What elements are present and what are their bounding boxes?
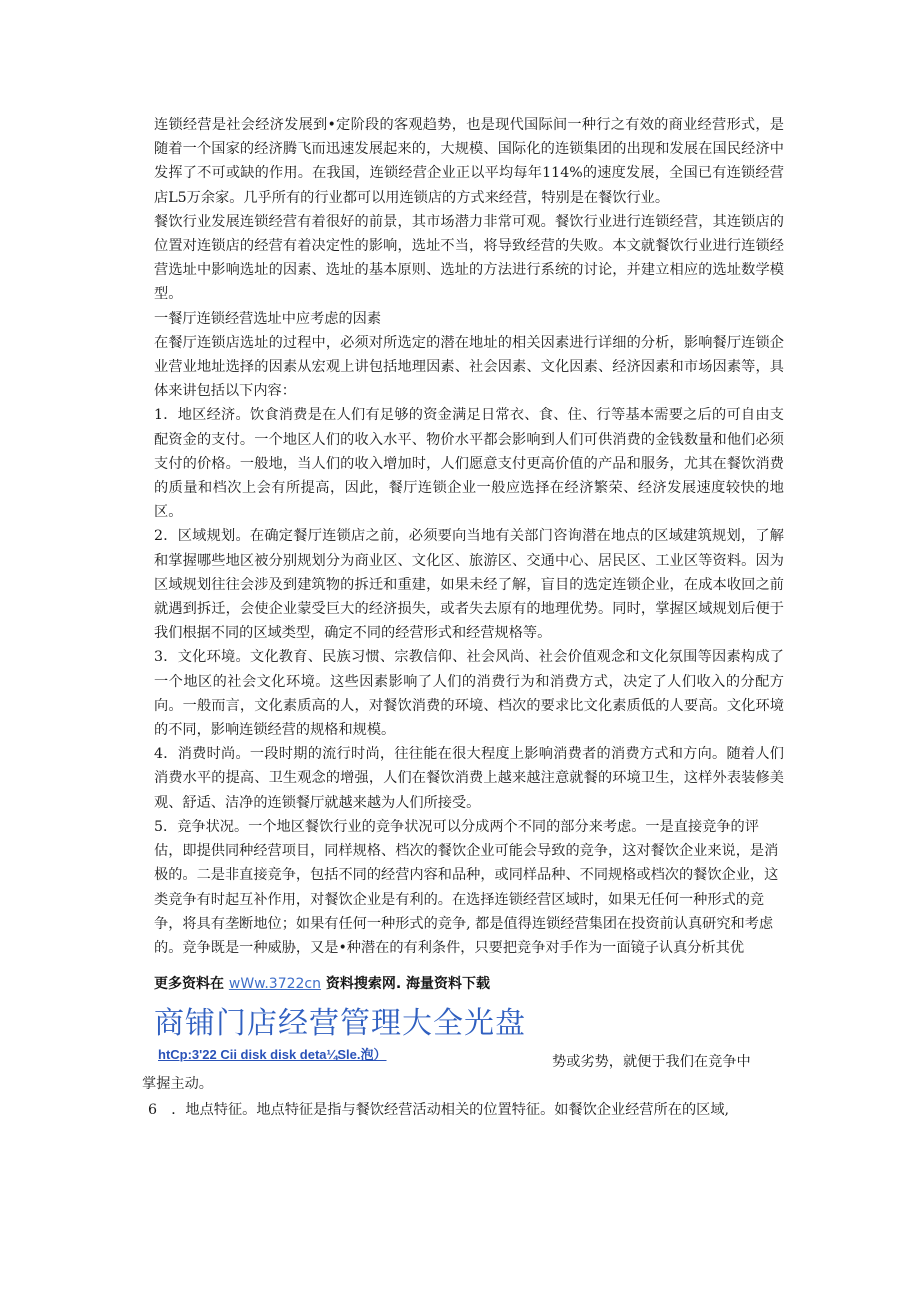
factor-3-paragraph: 3．文化环境。文化教育、民族习惯、宗教信仰、社会风尚、社会价值观念和文化氛围等因素构成了一个地区的社会文化环境。这些因素影响了人们的消费行为和消费方式，决定了人们收入的分配方向。一般而言，文化素质高的人，对餐饮消费的环境、档次的要求比文化素质低的人要高。文化环境的不同，影响连锁经营的规格和规模。 <box>154 649 784 739</box>
more-suffix: 资料搜索网. 海量资料下载 <box>325 976 491 993</box>
factors-intro-paragraph: 在餐厅连锁店选址的过程中，必须对所选定的潜在地址的相关因素进行详细的分析，影响餐厅连锁企业营业地址选择的因素从宏观上讲包括地理因素、社会因素、文化因素、经济因素和市场因素等，具体来讲包括以下内容： <box>154 334 784 400</box>
continuation-text: 掌握主动。 <box>142 1076 213 1093</box>
banner-title: 商铺门店经营管理大全光盘 <box>154 1006 526 1042</box>
more-prefix: 更多资料在 <box>154 976 224 993</box>
factor-6-paragraph: 6 ．地点特征。地点特征是指与餐饮经营活动相关的位置特征。如餐饮企业经营所在的区域, <box>148 1102 730 1119</box>
factor-1-paragraph: 1．地区经济。饮食消费是在人们有足够的资金满足日常衣、食、住、行等基本需要之后的可自由支配资金的支付。一个地区人们的收入水平、物价水平都会影响到人们可供消费的金钱数量和他们必须支付的价格。一般地，当人们的收入增加时，人们愿意支付更高价值的产品和服务，尤其在餐饮消费的质量和档次上会有所提高，因此，餐厅连锁企业一般应选择在经济繁荣、经济发展速度较快的地区。 <box>154 407 784 521</box>
factor-4-paragraph: 4．消费时尚。一段时期的流行时尚，往往能在很大程度上影响消费者的消费方式和方向。随着人们消费水平的提高、卫生观念的增强，人们在餐饮消费上越来越注意就餐的环境卫生，这样外表装修美观、舒适、洁净的连锁餐厅就越来越为人们所接受。 <box>154 746 784 811</box>
resource-site-link[interactable]: wWw.3722cn <box>228 976 321 993</box>
continuation-right-text: 势或劣势，就便于我们在竞争中 <box>552 1054 751 1071</box>
factor-5-paragraph: 5．竞争状况。一个地区餐饮行业的竞争状况可以分成两个不同的部分来考虑。一是直接竞争的评估，即提供同种经营项目，同样规格、档次的餐饮企业可能会导致的竞争，这对餐饮企业来说，是消极的。二是非直接竞争，包括不同的经营内容和品种，或同样品种、不同规格或档次的餐饮企业，这类竞争有时起互补作用，对餐饮企业是有利的。在选择连锁经营区域时，如果无任何一种形式的竞争，将具有垄断地位；如果有任何一种形式的竞争, 都是值得连锁经营集团在投资前认真研究和考虑的。竞争既是一种威胁，又是•种潜在的有利条件，只要把竞争对手作为一面镜子认真分析其优 <box>154 818 779 956</box>
banner-link-row <box>154 1044 784 1071</box>
factor-2-paragraph: 2．区域规划。在确定餐厅连锁店之前，必须要向当地有关部门咨询潜在地点的区域建筑规划，了解和掌握哪些地区被分别规划分为商业区、文化区、旅游区、交通中心、居民区、工业区等资料。因为区域规划往往会涉及到建筑物的拆迁和重建，如果未经了解，盲目的选定连锁企业，在成本收回之前就遇到拆迁，会使企业蒙受巨大的经济损失，或者失去原有的地理优势。同时，掌握区域规划后便于我们根据不同的区域类型，确定不同的经营形式和经营规格等。 <box>154 528 784 642</box>
document-body <box>142 113 784 1123</box>
banner-url-link[interactable]: htCp:3'22 Cii disk disk deta¼Sle.泡） <box>158 1047 387 1063</box>
intro-paragraph: 连锁经营是社会经济发展到•定阶段的客观趋势，也是现代国际间一种行之有效的商业经营形式，是随着一个国家的经济腾飞而迅速发展起来的，大规模、国际化的连锁集团的出现和发展在国民经济中发挥了不可或缺的作用。在我国，连锁经营企业正以平均每年114%的速度发展，全国已有连锁经营店L5万余家。几乎所有的行业都可以用连锁店的方式来经营，特别是在餐饮行业。 <box>154 117 784 206</box>
prospect-paragraph: 餐饮行业发展连锁经营有着很好的前景，其市场潜力非常可观。餐饮行业进行连锁经营，其连锁店的位置对连锁店的经营有着决定性的影响，选址不当，将导致经营的失败。本文就餐饮行业进行连锁经营选址中影响选址的因素、选址的基本原则、选址的方法进行系统的讨论，并建立相应的选址数学模型。 <box>154 213 784 303</box>
more-resources-line <box>154 972 784 996</box>
section-heading: 一餐厅连锁经营选址中应考虑的因素 <box>154 310 382 327</box>
